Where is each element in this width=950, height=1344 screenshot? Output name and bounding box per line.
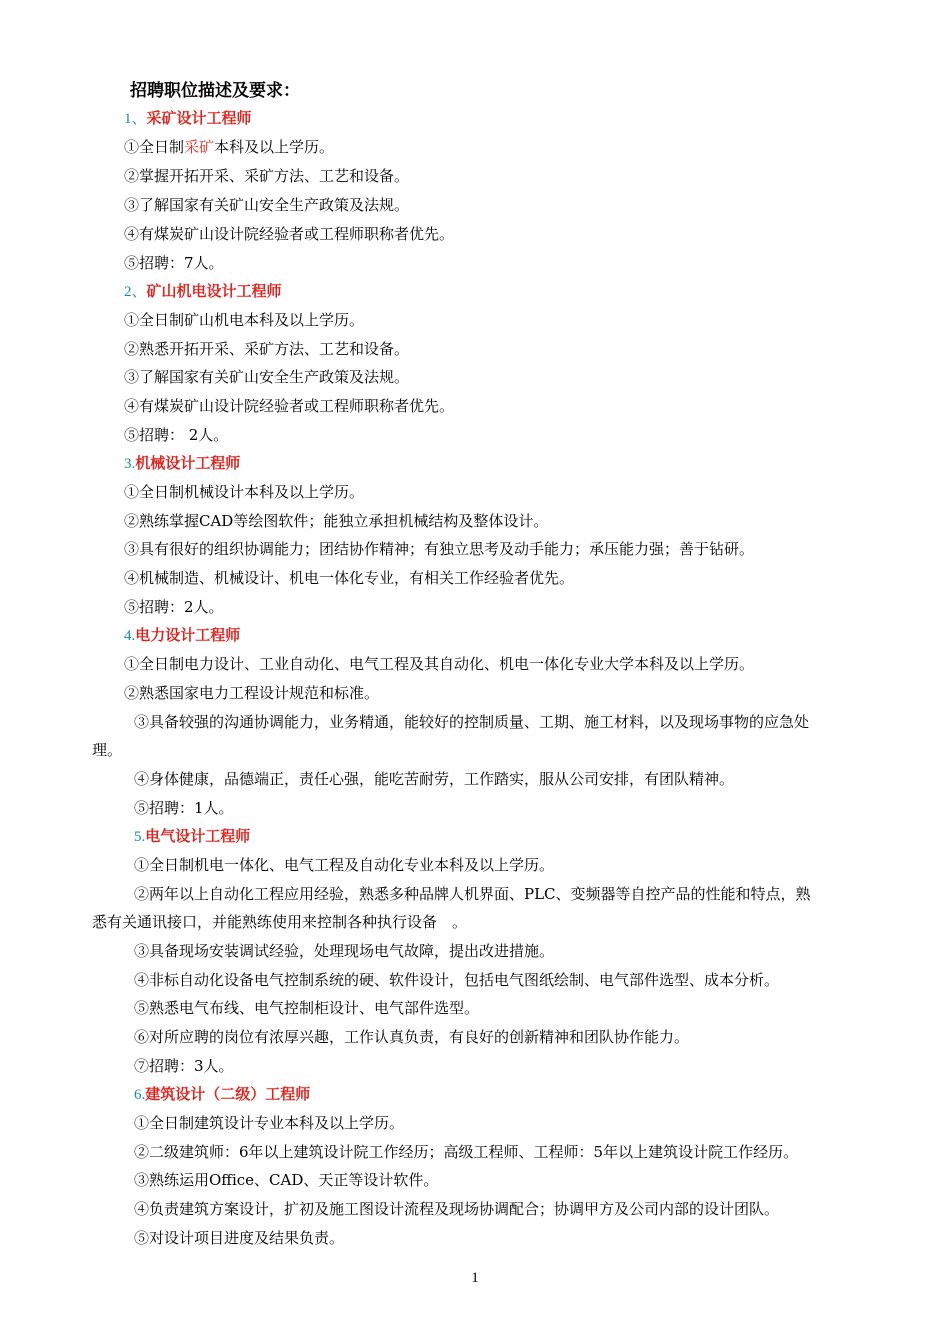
requirement-item-continued: 悉有关通讯接口，并能熟练使用来控制各种执行设备 。	[92, 913, 468, 931]
requirement-item: ⑤对设计项目进度及结果负责。	[134, 1229, 345, 1247]
section-heading	[124, 108, 252, 129]
requirement-item: ②熟悉国家电力工程设计规范和标准。	[124, 684, 380, 702]
requirement-item: ②二级建筑师：6年以上建筑设计院工作经历；高级工程师、工程师：5年以上建筑设计院工作经历。	[134, 1143, 799, 1161]
requirement-item: ④身体健康，品德端正，责任心强，能吃苦耐劳，工作踏实，服从公司安排，有团队精神。	[134, 770, 735, 788]
requirement-item: ③具备较强的沟通协调能力，业务精通，能较好的控制质量、工期、施工材料，以及现场事物的应急处	[134, 713, 810, 731]
requirement-item: ①全日制机械设计本科及以上学历。	[124, 483, 365, 501]
requirement-item: ⑤招聘：1人。	[134, 799, 234, 817]
requirement-item: ④有煤炭矿山设计院经验者或工程师职称者优先。	[124, 397, 455, 415]
requirement-item: ⑤招聘：2人。	[124, 598, 224, 616]
section-number: 3.	[124, 456, 136, 472]
page-title: 招聘职位描述及要求：	[130, 81, 300, 101]
requirement-item: ②熟悉开拓开采、采矿方法、工艺和设备。	[124, 340, 410, 358]
requirement-item: ②两年以上自动化工程应用经验，熟悉多种品牌人机界面、PLC、变频器等自控产品的性能和特点，熟	[134, 885, 811, 903]
requirement-item-continued: 理。	[92, 741, 123, 759]
requirement-item: ④有煤炭矿山设计院经验者或工程师职称者优先。	[124, 225, 455, 243]
requirement-item: ①全日制采矿本科及以上学历。	[124, 138, 335, 156]
requirement-item: ④负责建筑方案设计，扩初及施工图设计流程及现场协调配合；协调甲方及公司内部的设计团队。	[134, 1200, 780, 1218]
section-heading	[124, 453, 240, 474]
requirement-item: ③具有很好的组织协调能力；团结协作精神；有独立思考及动手能力；承压能力强；善于钻研。	[124, 540, 755, 558]
requirement-item: ⑥对所应聘的岗位有浓厚兴趣，工作认真负责，有良好的创新精神和团队协作能力。	[134, 1028, 690, 1046]
requirement-item: ⑤招聘：7人。	[124, 254, 224, 272]
requirement-item: ①全日制矿山机电本科及以上学历。	[124, 311, 365, 329]
requirement-item: ③了解国家有关矿山安全生产政策及法规。	[124, 368, 410, 386]
requirement-item: ①全日制建筑设计专业本科及以上学历。	[134, 1114, 405, 1132]
section-number: 2、	[124, 284, 147, 300]
section-title: 电气设计工程师	[145, 827, 251, 845]
section-number: 1、	[124, 111, 147, 127]
requirement-item: ⑤招聘： 2人。	[124, 426, 229, 444]
section-number: 6.	[134, 1087, 146, 1103]
requirement-item: ⑤熟悉电气布线、电气控制柜设计、电气部件选型。	[134, 999, 480, 1017]
requirement-item: ③了解国家有关矿山安全生产政策及法规。	[124, 196, 410, 214]
requirement-item: ③具备现场安装调试经验，处理现场电气故障，提出改进措施。	[134, 942, 555, 960]
section-heading	[134, 826, 250, 847]
page-number: 1	[471, 1270, 479, 1286]
requirement-item: ②掌握开拓开采、采矿方法、工艺和设备。	[124, 167, 410, 185]
requirement-item: ②熟练掌握CAD等绘图软件；能独立承担机械结构及整体设计。	[124, 512, 549, 530]
section-title: 电力设计工程师	[135, 626, 241, 644]
section-heading	[124, 281, 282, 302]
section-number: 4.	[124, 628, 136, 644]
section-number: 5.	[134, 829, 146, 845]
section-title: 建筑设计（二级）工程师	[145, 1085, 311, 1103]
requirement-item: ③熟练运用Office、CAD、天正等设计软件。	[134, 1171, 439, 1189]
section-title: 机械设计工程师	[135, 454, 241, 472]
highlight-text: 采矿	[184, 138, 215, 156]
requirement-item: ④非标自动化设备电气控制系统的硬、软件设计，包括电气图纸绘制、电气部件选型、成本分析。	[134, 971, 780, 989]
requirement-item: ④机械制造、机械设计、机电一体化专业，有相关工作经验者优先。	[124, 569, 575, 587]
section-title: 矿山机电设计工程师	[146, 282, 282, 300]
requirement-item: ⑦招聘：3人。	[134, 1057, 234, 1075]
requirement-item: ①全日制机电一体化、电气工程及自动化专业本科及以上学历。	[134, 856, 555, 874]
section-title: 采矿设计工程师	[146, 109, 252, 127]
section-heading	[124, 625, 240, 646]
requirement-item: ①全日制电力设计、工业自动化、电气工程及其自动化、机电一体化专业大学本科及以上学历。	[124, 655, 755, 673]
section-heading	[134, 1084, 310, 1105]
